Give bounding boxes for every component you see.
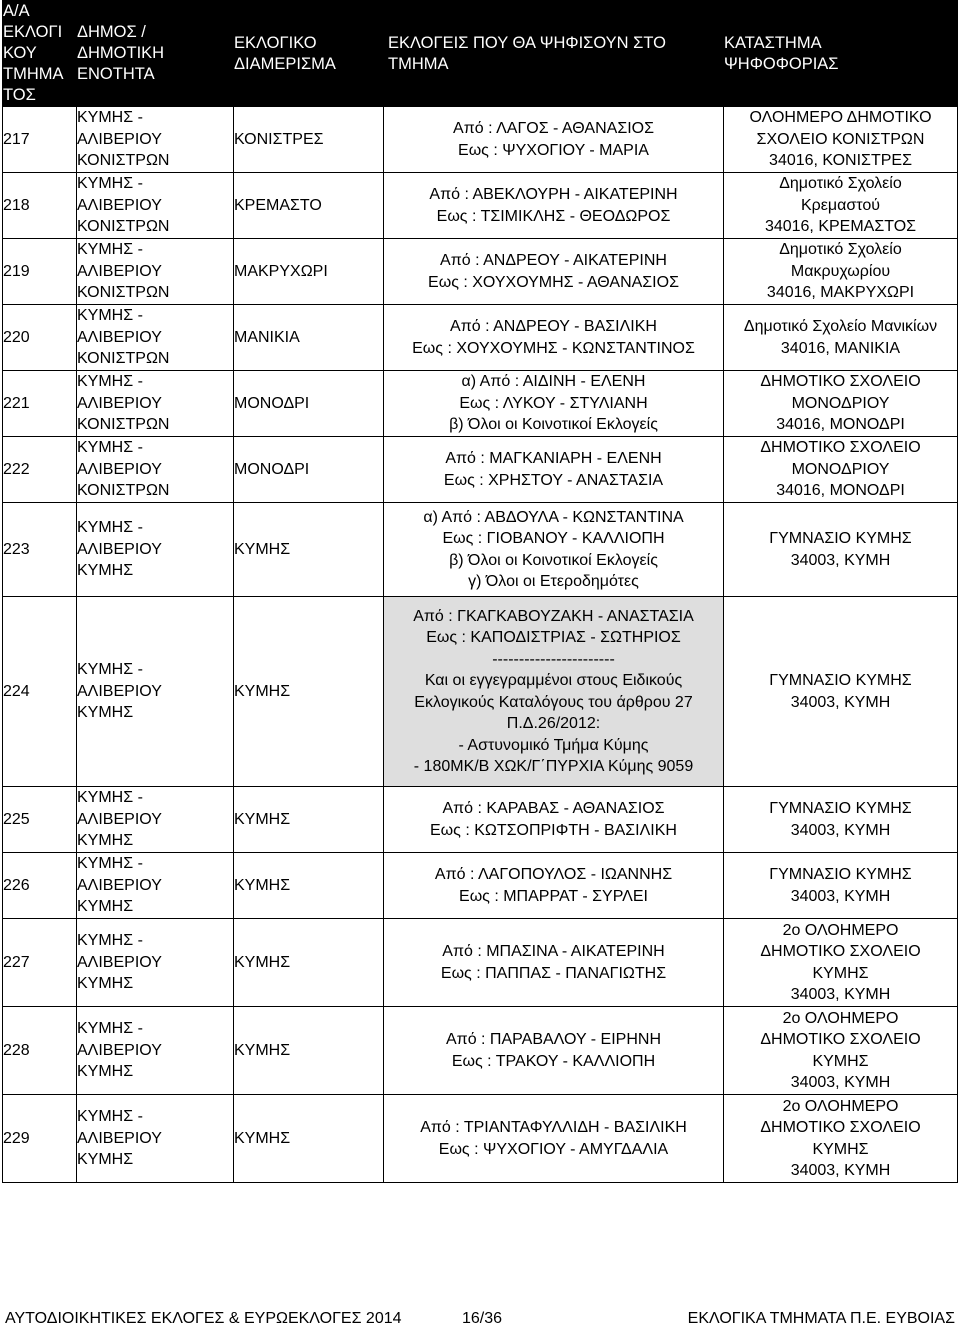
municipality-cell: ΚΥΜΗΣ - ΑΛΙΒΕΡΙΟΥ ΚΟΝΙΣΤΡΩΝ xyxy=(77,239,234,305)
voters-cell: Από : ΤΡΙΑΝΤΑΦΥΛΛΙΔΗ - ΒΑΣΙΛΙΚΗ Εως : ΨΥΧΟΓΙΟΥ - ΑΜΥΓΔΑΛΙΑ xyxy=(384,1095,724,1183)
municipality-cell: ΚΥΜΗΣ - ΑΛΙΒΕΡΙΟΥ ΚΥΜΗΣ xyxy=(77,919,234,1007)
municipality-cell: ΚΥΜΗΣ - ΑΛΙΒΕΡΙΟΥ ΚΟΝΙΣΤΡΩΝ xyxy=(77,371,234,437)
section-number: 217 xyxy=(3,107,77,173)
header-section-number: Α/Α ΕΚΛΟΓΙ ΚΟΥ ΤΜΗΜΑ ΤΟΣ xyxy=(3,1,77,107)
district-cell: ΜΟΝΟΔΡΙ xyxy=(234,371,384,437)
table-row xyxy=(3,853,958,919)
section-number: 228 xyxy=(3,1007,77,1095)
table-row xyxy=(3,787,958,853)
voters-cell: Από : ΠΑΡΑΒΑΛΟΥ - ΕΙΡΗΝΗ Εως : ΤΡΑΚΟΥ - ΚΑΛΛΙΟΠΗ xyxy=(384,1007,724,1095)
municipality-cell: ΚΥΜΗΣ - ΑΛΙΒΕΡΙΟΥ ΚΥΜΗΣ xyxy=(77,853,234,919)
section-number: 226 xyxy=(3,853,77,919)
voters-cell: Από : ΑΒΕΚΛΟΥΡΗ - ΑΙΚΑΤΕΡΙΝΗ Εως : ΤΣΙΜΙΚΛΗΣ - ΘΕΟΔΩΡΟΣ xyxy=(384,173,724,239)
district-cell: ΚΥΜΗΣ xyxy=(234,1095,384,1183)
table-row xyxy=(3,239,958,305)
section-number: 227 xyxy=(3,919,77,1007)
footer-title: ΑΥΤΟΔΙΟΙΚΗΤΙΚΕΣ ΕΚΛΟΓΕΣ & ΕΥΡΩΕΚΛΟΓΕΣ 2014 xyxy=(5,1310,402,1327)
voters-cell: α) Από : ΑΙΔΙΝΗ - ΕΛΕΝΗ Εως : ΛΥΚΟΥ - ΣΤΥΛΙΑΝΗ β) Όλοι οι Κοινοτικοί Εκλογείς xyxy=(384,371,724,437)
district-cell: ΚΥΜΗΣ xyxy=(234,919,384,1007)
district-cell: ΜΟΝΟΔΡΙ xyxy=(234,437,384,503)
station-cell: 2ο ΟΛΟΗΜΕΡΟ ΔΗΜΟΤΙΚΟ ΣΧΟΛΕΙΟ ΚΥΜΗΣ 34003, ΚΥΜΗ xyxy=(724,919,958,1007)
station-cell: ΟΛΟΗΜΕΡΟ ΔΗΜΟΤΙΚΟ ΣΧΟΛΕΙΟ ΚΟΝΙΣΤΡΩΝ 34016, ΚΟΝΙΣΤΡΕΣ xyxy=(724,107,958,173)
municipality-cell: ΚΥΜΗΣ - ΑΛΙΒΕΡΙΟΥ ΚΟΝΙΣΤΡΩΝ xyxy=(77,305,234,371)
station-cell: ΔΗΜΟΤΙΚΟ ΣΧΟΛΕΙΟ ΜΟΝΟΔΡΙΟΥ 34016, ΜΟΝΟΔΡΙ xyxy=(724,371,958,437)
table-row xyxy=(3,597,958,787)
municipality-cell: ΚΥΜΗΣ - ΑΛΙΒΕΡΙΟΥ ΚΥΜΗΣ xyxy=(77,1007,234,1095)
section-number: 218 xyxy=(3,173,77,239)
section-number: 229 xyxy=(3,1095,77,1183)
voters-cell: Από : ΓΚΑΓΚΑΒΟΥΖΑΚΗ - ΑΝΑΣΤΑΣΙΑ Εως : ΚΑΠΟΔΙΣΤΡΙΑΣ - ΣΩΤΗΡΙΟΣ ----------------------- Και οι εγγεγραμμένοι στους Ειδικούς Εκλογικούς Καταλόγους του άρθρου 27 Π.Δ.26/2012: - Αστυνομικό Τμήμα Κύμης - 180ΜΚ/Β ΧΩΚ/Γ΄ΠΥΡΧΙΑ Κύμης 9059 xyxy=(384,597,724,787)
section-number: 223 xyxy=(3,503,77,597)
table-row xyxy=(3,1095,958,1183)
section-number: 221 xyxy=(3,371,77,437)
station-cell: 2ο ΟΛΟΗΜΕΡΟ ΔΗΜΟΤΙΚΟ ΣΧΟΛΕΙΟ ΚΥΜΗΣ 34003, ΚΥΜΗ xyxy=(724,1095,958,1183)
page-footer xyxy=(5,1308,955,1330)
table-row xyxy=(3,107,958,173)
station-cell: Δημοτικό Σχολείο Μακρυχωρίου 34016, ΜΑΚΡΥΧΩΡΙ xyxy=(724,239,958,305)
municipality-cell: ΚΥΜΗΣ - ΑΛΙΒΕΡΙΟΥ ΚΥΜΗΣ xyxy=(77,1095,234,1183)
municipality-cell: ΚΥΜΗΣ - ΑΛΙΒΕΡΙΟΥ ΚΟΝΙΣΤΡΩΝ xyxy=(77,173,234,239)
voters-cell: Από : ΑΝΔΡΕΟΥ - ΑΙΚΑΤΕΡΙΝΗ Εως : ΧΟΥΧΟΥΜΗΣ - ΑΘΑΝΑΣΙΟΣ xyxy=(384,239,724,305)
station-cell: 2ο ΟΛΟΗΜΕΡΟ ΔΗΜΟΤΙΚΟ ΣΧΟΛΕΙΟ ΚΥΜΗΣ 34003, ΚΥΜΗ xyxy=(724,1007,958,1095)
section-number: 225 xyxy=(3,787,77,853)
district-cell: ΚΥΜΗΣ xyxy=(234,787,384,853)
section-number: 219 xyxy=(3,239,77,305)
district-cell: ΜΑΝΙΚΙΑ xyxy=(234,305,384,371)
voters-cell: α) Από : ΑΒΔΟΥΛΑ - ΚΩΝΣΤΑΝΤΙΝΑ Εως : ΓΙΟΒΑΝΟΥ - ΚΑΛΛΙΟΠΗ β) Όλοι οι Κοινοτικοί Εκλογείς γ) Όλοι οι Ετεροδημότες xyxy=(384,503,724,597)
table-row xyxy=(3,1007,958,1095)
header-electoral-district: ΕΚΛΟΓΙΚΟ ΔΙΑΜΕΡΙΣΜΑ xyxy=(234,1,384,107)
district-cell: ΚΥΜΗΣ xyxy=(234,503,384,597)
footer-subtitle: ΕΚΛΟΓΙΚΑ ΤΜΗΜΑΤΑ Π.Ε. ΕΥΒΟΙΑΣ xyxy=(687,1310,955,1327)
station-cell: ΓΥΜΝΑΣΙΟ ΚΥΜΗΣ 34003, ΚΥΜΗ xyxy=(724,503,958,597)
table-row xyxy=(3,437,958,503)
district-cell: ΚΥΜΗΣ xyxy=(234,597,384,787)
district-cell: ΚΥΜΗΣ xyxy=(234,1007,384,1095)
district-cell: ΜΑΚΡΥΧΩΡΙ xyxy=(234,239,384,305)
polling-sections-table xyxy=(2,0,958,1183)
municipality-cell: ΚΥΜΗΣ - ΑΛΙΒΕΡΙΟΥ ΚΟΝΙΣΤΡΩΝ xyxy=(77,107,234,173)
district-cell: ΚΟΝΙΣΤΡΕΣ xyxy=(234,107,384,173)
table-row xyxy=(3,371,958,437)
header-voters: ΕΚΛΟΓΕΙΣ ΠΟΥ ΘΑ ΨΗΦΙΣΟΥΝ ΣΤΟ ΤΜΗΜΑ xyxy=(384,1,724,107)
station-cell: ΔΗΜΟΤΙΚΟ ΣΧΟΛΕΙΟ ΜΟΝΟΔΡΙΟΥ 34016, ΜΟΝΟΔΡΙ xyxy=(724,437,958,503)
municipality-cell: ΚΥΜΗΣ - ΑΛΙΒΕΡΙΟΥ ΚΥΜΗΣ xyxy=(77,503,234,597)
municipality-cell: ΚΥΜΗΣ - ΑΛΙΒΕΡΙΟΥ ΚΟΝΙΣΤΡΩΝ xyxy=(77,437,234,503)
municipality-cell: ΚΥΜΗΣ - ΑΛΙΒΕΡΙΟΥ ΚΥΜΗΣ xyxy=(77,597,234,787)
station-cell: ΓΥΜΝΑΣΙΟ ΚΥΜΗΣ 34003, ΚΥΜΗ xyxy=(724,787,958,853)
page-number: 16/36 xyxy=(462,1310,503,1327)
station-cell: ΓΥΜΝΑΣΙΟ ΚΥΜΗΣ 34003, ΚΥΜΗ xyxy=(724,853,958,919)
station-cell: Δημοτικό Σχολείο Μανικίων 34016, ΜΑΝΙΚΙΑ xyxy=(724,305,958,371)
section-number: 220 xyxy=(3,305,77,371)
table-row xyxy=(3,919,958,1007)
voters-cell: Από : ΜΠΑΣΙΝΑ - ΑΙΚΑΤΕΡΙΝΗ Εως : ΠΑΠΠΑΣ - ΠΑΝΑΓΙΩΤΗΣ xyxy=(384,919,724,1007)
station-cell: ΓΥΜΝΑΣΙΟ ΚΥΜΗΣ 34003, ΚΥΜΗ xyxy=(724,597,958,787)
section-number: 222 xyxy=(3,437,77,503)
voters-cell: Από : ΚΑΡΑΒΑΣ - ΑΘΑΝΑΣΙΟΣ Εως : ΚΩΤΣΟΠΡΙΦΤΗ - ΒΑΣΙΛΙΚΗ xyxy=(384,787,724,853)
station-cell: Δημοτικό Σχολείο Κρεμαστού 34016, ΚΡΕΜΑΣΤΟΣ xyxy=(724,173,958,239)
voters-cell: Από : ΑΝΔΡΕΟΥ - ΒΑΣΙΛΙΚΗ Εως : ΧΟΥΧΟΥΜΗΣ - ΚΩΝΣΤΑΝΤΙΝΟΣ xyxy=(384,305,724,371)
table-row xyxy=(3,173,958,239)
voters-cell: Από : ΛΑΓΟΣ - ΑΘΑΝΑΣΙΟΣ Εως : ΨΥΧΟΓΙΟΥ - ΜΑΡΙΑ xyxy=(384,107,724,173)
district-cell: ΚΥΜΗΣ xyxy=(234,853,384,919)
header-municipality: ΔΗΜΟΣ / ΔΗΜΟΤΙΚΗ ΕΝΟΤΗΤΑ xyxy=(77,1,234,107)
district-cell: ΚΡΕΜΑΣΤΟ xyxy=(234,173,384,239)
table-row xyxy=(3,305,958,371)
section-number: 224 xyxy=(3,597,77,787)
voters-cell: Από : ΜΑΓΚΑΝΙΑΡΗ - ΕΛΕΝΗ Εως : ΧΡΗΣΤΟΥ - ΑΝΑΣΤΑΣΙΑ xyxy=(384,437,724,503)
table-header xyxy=(3,1,958,107)
header-polling-station: ΚΑΤΑΣΤΗΜΑ ΨΗΦΟΦΟΡΙΑΣ xyxy=(724,1,958,107)
table-row xyxy=(3,503,958,597)
voters-cell: Από : ΛΑΓΟΠΟΥΛΟΣ - ΙΩΑΝΝΗΣ Εως : ΜΠΑΡΡΑΤ - ΣΥΡΛΕΙ xyxy=(384,853,724,919)
municipality-cell: ΚΥΜΗΣ - ΑΛΙΒΕΡΙΟΥ ΚΥΜΗΣ xyxy=(77,787,234,853)
